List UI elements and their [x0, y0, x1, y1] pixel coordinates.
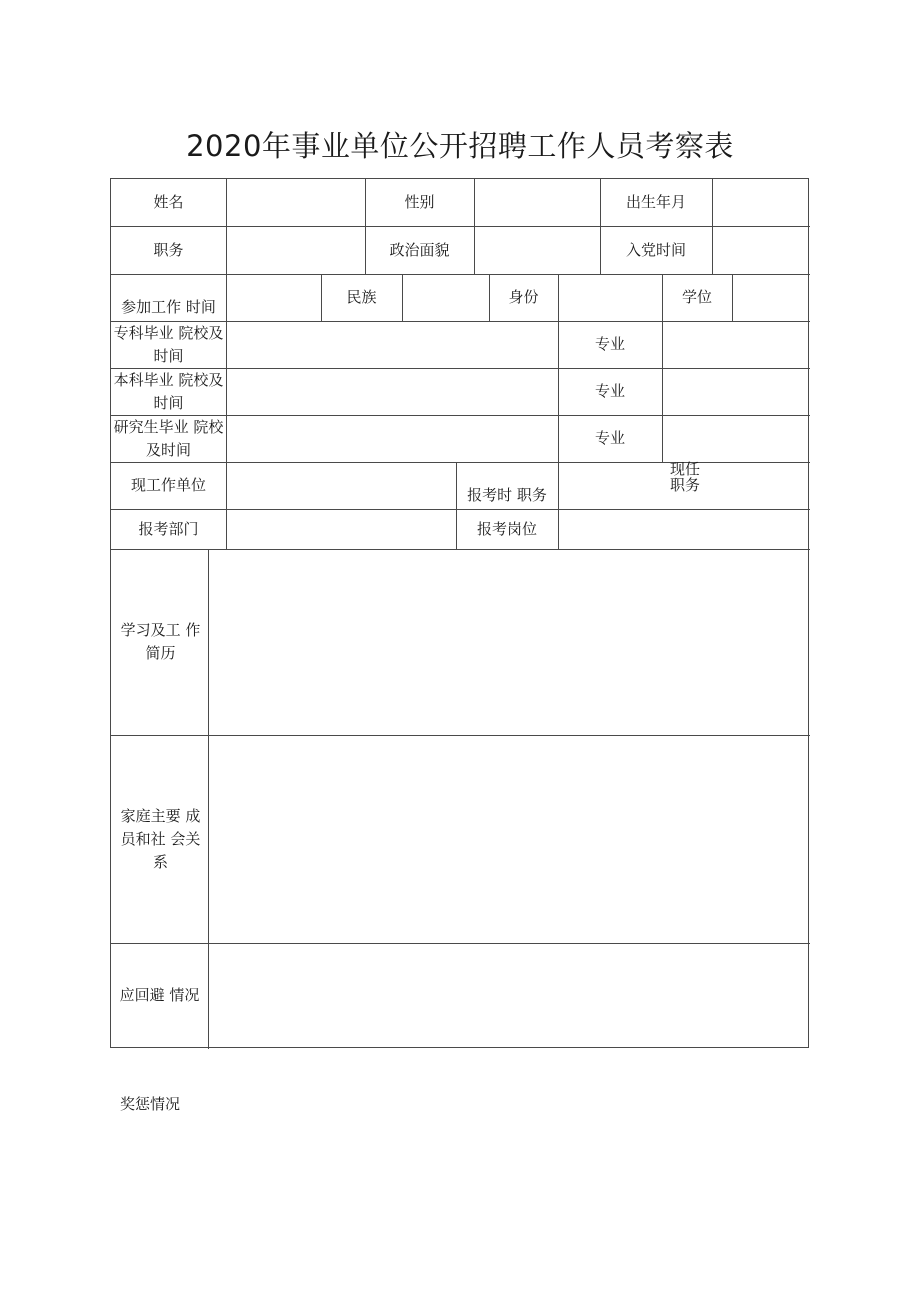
label-current-unit: 现工作单位 [130, 476, 206, 494]
junior-college-field[interactable] [226, 321, 558, 368]
label-major: 专业 [594, 429, 625, 447]
label-applied-department: 报考部门 [138, 519, 199, 538]
birth-field[interactable] [712, 179, 810, 226]
page-title: 2020年事业单位公开招聘工作人员考察表 [186, 129, 734, 163]
label-family: 家庭主要 成员和社 会关系 [120, 806, 201, 871]
label-political-status: 政治面貌 [389, 240, 450, 259]
label-resume: 学习及工 作简历 [120, 621, 201, 662]
position-field[interactable] [226, 226, 365, 274]
major-field[interactable] [662, 321, 810, 368]
label-applied-post: 报考岗位 [476, 519, 537, 538]
label-current-position-line2: 职务 [669, 476, 700, 494]
current-unit-field[interactable] [226, 462, 456, 509]
label-name: 姓名 [153, 193, 184, 211]
party-date-field[interactable] [712, 226, 810, 274]
label-gender: 性别 [404, 193, 435, 211]
label-major: 专业 [594, 382, 625, 400]
applied-department-field[interactable] [226, 509, 456, 549]
label-position-at-application: 报考时 职务 [467, 486, 547, 504]
ethnicity-field[interactable] [402, 274, 489, 321]
label-undergraduate: 本科毕业 院校及时间 [113, 370, 224, 412]
resume-field[interactable] [208, 549, 810, 735]
name-field[interactable] [226, 179, 365, 226]
recusal-field[interactable] [208, 943, 810, 1048]
label-ethnicity: 民族 [346, 288, 377, 306]
graduate-field[interactable] [226, 415, 558, 462]
major-field[interactable] [662, 415, 810, 462]
major-field[interactable] [662, 368, 810, 415]
label-recusal: 应回避 情况 [119, 986, 200, 1004]
degree-field[interactable] [732, 274, 810, 321]
work-start-field[interactable] [226, 274, 321, 321]
rewards-punishments-heading: 奖惩情况 [120, 1095, 181, 1113]
label-position: 职务 [153, 240, 184, 259]
political-status-field[interactable] [474, 226, 600, 274]
label-junior-college: 专科毕业 院校及时间 [113, 323, 224, 365]
label-graduate: 研究生毕业 院校及时间 [113, 417, 224, 459]
label-party-date: 入党时间 [625, 240, 686, 259]
label-birth: 出生年月 [625, 193, 686, 211]
label-current-position-line1: 现任 [669, 460, 700, 478]
current-position-field[interactable] [558, 462, 810, 509]
undergraduate-field[interactable] [226, 368, 558, 415]
label-degree: 学位 [681, 288, 712, 306]
applied-post-field[interactable] [558, 509, 810, 549]
inspection-form-table [110, 178, 809, 1048]
gender-field[interactable] [474, 179, 600, 226]
identity-field[interactable] [558, 274, 662, 321]
family-field[interactable] [208, 735, 810, 943]
label-work-start: 参加工作 时间 [121, 298, 216, 316]
label-major: 专业 [594, 335, 625, 353]
label-identity: 身份 [508, 288, 539, 306]
